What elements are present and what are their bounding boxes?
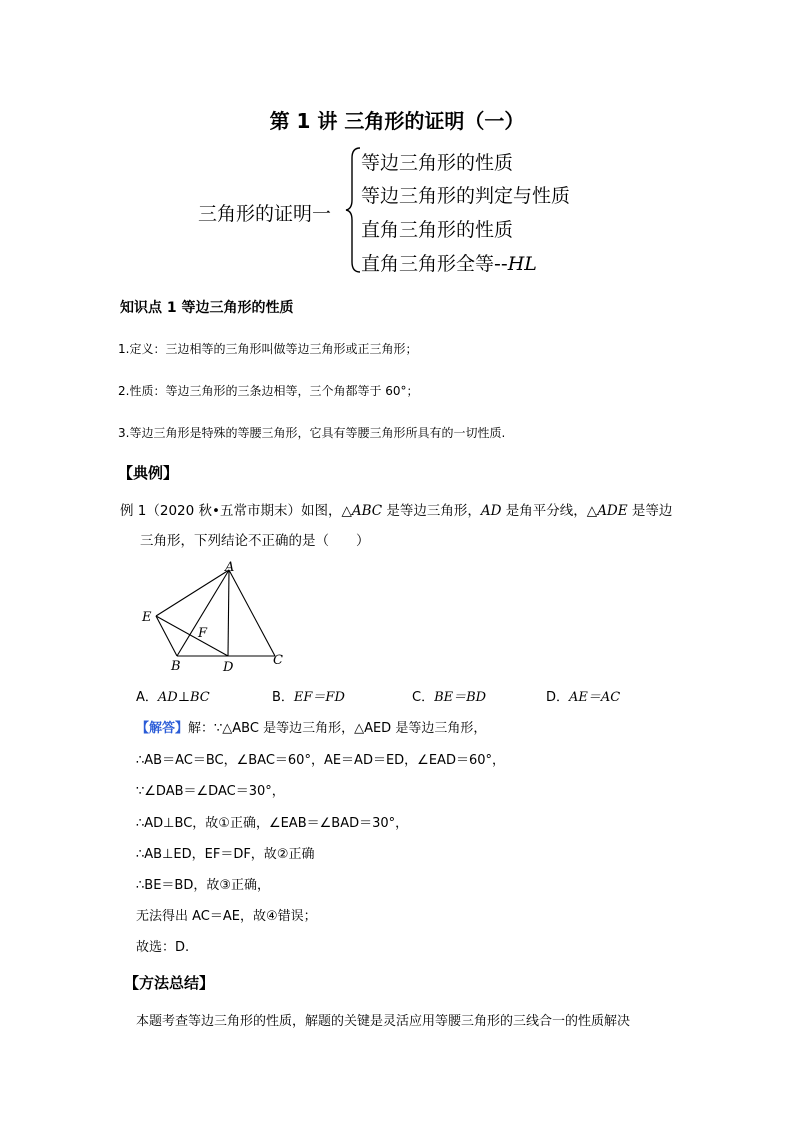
option-b: B．EF＝FD <box>272 690 345 705</box>
answer-tag: 【解答】 <box>136 721 189 736</box>
solution-line-6: ∴BE＝BD，故③正确， <box>136 878 271 893</box>
point-property: 2.性质：等边三角形的三条边相等，三个角都等于 60°； <box>118 384 419 398</box>
example-heading: 【典例】 <box>118 464 179 482</box>
label-f: F <box>198 626 208 641</box>
label-d: D <box>223 660 234 674</box>
point-special: 3.等边三角形是特殊的等腰三角形，它具有等腰三角形所具有的一切性质. <box>118 426 506 440</box>
brace-item-2: 等边三角形的判定与性质 <box>361 185 571 207</box>
solution-line-8: 故选：D. <box>136 940 190 955</box>
brace-label: 三角形的证明一 <box>198 203 332 225</box>
label-b: B <box>171 659 181 674</box>
triangle-figure <box>134 558 294 674</box>
solution-line-5: ∴AB⊥ED，EF＝DF，故②正确 <box>136 847 315 862</box>
curly-brace-icon <box>344 146 362 274</box>
option-d: D．AE＝AC <box>546 690 621 705</box>
solution-line-7: 无法得出 AC＝AE，故④错误； <box>136 909 317 924</box>
solution-line-2: ∴AB＝AC＝BC，∠BAC＝60°，AE＝AD＝ED，∠EAD＝60°， <box>136 753 505 768</box>
brace-item-3: 直角三角形的性质 <box>361 219 514 241</box>
hl-text: HL <box>507 253 537 275</box>
brace-item-4: 直角三角形全等--HL <box>361 253 537 275</box>
label-c: C <box>273 653 283 668</box>
solution-line-4: ∴AD⊥BC，故①正确，∠EAB＝∠BAD＝30°， <box>136 816 409 831</box>
label-a: A <box>225 560 235 575</box>
page-title: 第 1 讲 三角形的证明（一） <box>269 109 525 133</box>
option-a: A．AD⊥BC <box>136 690 210 705</box>
knowledge-point-heading: 知识点 1 等边三角形的性质 <box>120 300 294 316</box>
label-e: E <box>142 610 152 625</box>
point-definition: 1.定义：三边相等的三角形叫做等边三角形或正三角形； <box>118 342 418 356</box>
example-question-line1: 例 1（2020 秋•五常市期末）如图，△ABC 是等边三角形，AD 是角平分线，△ADE 是等边 <box>120 503 673 519</box>
method-heading: 【方法总结】 <box>124 974 215 992</box>
solution-line-1: 【解答】解：∵△ABC 是等边三角形，△AED 是等边三角形， <box>136 721 487 736</box>
solution-line-3: ∵∠DAB＝∠DAC＝30°， <box>136 784 285 799</box>
brace-item-1: 等边三角形的性质 <box>361 152 514 174</box>
method-text: 本题考查等边三角形的性质，解题的关键是灵活应用等腰三角形的三线合一的性质解决 <box>136 1014 631 1029</box>
example-question-line2: 三角形，下列结论不正确的是（ ） <box>140 533 370 549</box>
option-c: C．BE＝BD <box>412 690 487 705</box>
